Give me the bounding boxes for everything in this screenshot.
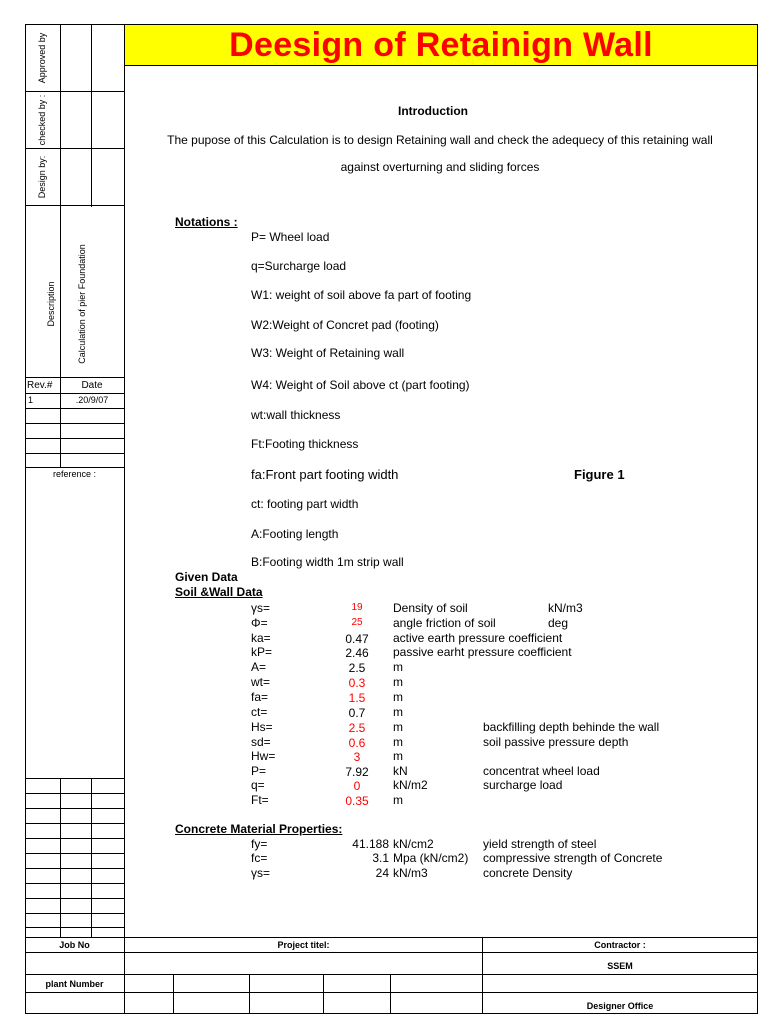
concrete-unit: Mpa (kN/cm2) — [393, 851, 469, 865]
intro-line-2: against overturning and sliding forces — [340, 160, 540, 174]
given-value: 3 — [353, 750, 361, 764]
soil-wall-heading: Soil &Wall Data — [175, 585, 263, 599]
description-label: Description — [46, 281, 56, 327]
given-value: 1.5 — [348, 691, 366, 705]
given-unit: angle friction of soil — [393, 616, 496, 630]
given-symbol: fa= — [251, 690, 269, 704]
notation-item: Ft:Footing thickness — [251, 437, 359, 451]
given-value: 2.5 — [348, 661, 366, 675]
given-unit: Density of soil — [393, 601, 468, 615]
project-title-label: Project titel: — [277, 940, 330, 950]
given-symbol: Φ= — [251, 616, 268, 630]
given-value: 0 — [353, 779, 361, 793]
given-value: 0.6 — [348, 736, 366, 750]
given-symbol: kP= — [251, 645, 273, 659]
given-unit: kN/m2 — [393, 778, 428, 792]
notation-item: B:Footing width 1m strip wall — [251, 555, 404, 569]
checked-by-label: checked by : — [37, 94, 47, 146]
notation-item: ct: footing part width — [251, 497, 359, 511]
concrete-value: 3.1 — [372, 851, 389, 865]
reference-label: reference : — [52, 469, 97, 479]
given-value: 0.3 — [348, 676, 366, 690]
given-symbol: Ft= — [251, 793, 269, 807]
given-unit: passive earht pressure coefficient — [393, 645, 572, 659]
given-symbol: sd= — [251, 735, 271, 749]
given-symbol: Hw= — [251, 749, 276, 763]
concrete-value: 41.188 — [352, 837, 389, 851]
given-desc: deg — [548, 616, 569, 630]
given-desc: backfilling depth behinde the wall — [483, 720, 660, 734]
rev-value: 1 — [28, 395, 34, 405]
given-unit: active earth pressure coefficient — [393, 631, 563, 645]
given-value: 25 — [351, 617, 363, 628]
given-value: 2.5 — [348, 721, 366, 735]
concrete-desc: yield strength of steel — [483, 837, 597, 851]
given-symbol: q= — [251, 778, 265, 792]
notation-item: W1: weight of soil above fa part of footing — [251, 288, 472, 302]
given-unit: m — [393, 690, 403, 704]
given-symbol: ct= — [251, 705, 268, 719]
date-value: .20/9/07 — [75, 395, 109, 405]
given-value: 7.92 — [345, 765, 369, 779]
given-unit: m — [393, 675, 403, 689]
given-symbol: Hs= — [251, 720, 273, 734]
given-symbol: A= — [251, 660, 267, 674]
concrete-unit: kN/m3 — [393, 866, 428, 880]
contractor-value: SSEM — [607, 961, 633, 971]
given-unit: m — [393, 749, 403, 763]
given-value: 0.35 — [345, 794, 369, 808]
given-desc: concentrat wheel load — [483, 764, 600, 778]
concrete-unit: kN/cm2 — [393, 837, 434, 851]
design-by-label: Design by: — [37, 155, 47, 199]
given-value: 0.47 — [345, 632, 369, 646]
given-symbol: wt= — [251, 675, 271, 689]
concrete-desc: compressive strength of Concrete — [483, 851, 663, 865]
concrete-symbol: fc= — [251, 851, 268, 865]
given-symbol: γs= — [251, 601, 271, 615]
given-unit: m — [393, 660, 403, 674]
given-unit: m — [393, 720, 403, 734]
plant-number-label: plant Number — [45, 979, 104, 989]
given-heading: Given Data — [175, 570, 238, 584]
designer-office-label: Designer Office — [586, 1001, 654, 1011]
rev-header: Rev.# — [27, 380, 53, 391]
notation-item: fa:Front part footing width — [251, 467, 399, 482]
notation-item: W3: Weight of Retaining wall — [251, 346, 405, 360]
given-unit: m — [393, 735, 403, 749]
given-value: 19 — [351, 602, 363, 613]
notation-item: W4: Weight of Soil above ct (part footing) — [251, 378, 470, 392]
figure-label: Figure 1 — [574, 467, 625, 482]
description-value: Calculation of pier Foundation — [77, 244, 87, 364]
concrete-heading: Concrete Material Properties: — [175, 822, 343, 836]
intro-heading: Introduction — [398, 104, 468, 118]
given-unit: m — [393, 705, 403, 719]
notation-item: q=Surcharge load — [251, 259, 347, 273]
date-header: Date — [81, 380, 103, 391]
given-unit: kN — [393, 764, 408, 778]
notation-item: P= Wheel load — [251, 230, 330, 244]
given-desc: kN/m3 — [548, 601, 583, 615]
given-desc: soil passive pressure depth — [483, 735, 629, 749]
given-desc: surcharge load — [483, 778, 563, 792]
intro-line-1: The pupose of this Calculation is to design Retaining wall and check the adequecy of this retaining wall — [167, 133, 713, 147]
concrete-symbol: γs= — [251, 866, 271, 880]
given-symbol: ka= — [251, 631, 271, 645]
given-value: 2.46 — [345, 646, 369, 660]
job-no-label: Job No — [59, 940, 90, 950]
given-value: 0.7 — [348, 706, 366, 720]
notation-item: W2:Weight of Concret pad (footing) — [251, 318, 439, 332]
notations-heading: Notations : — [175, 215, 238, 229]
notation-item: A:Footing length — [251, 527, 339, 541]
given-symbol: P= — [251, 764, 267, 778]
approved-by-label: Approved by — [37, 32, 47, 84]
given-unit: m — [393, 793, 403, 807]
page-title: Deesign of Retainign Wall — [229, 26, 653, 64]
notation-item: wt:wall thickness — [251, 408, 341, 422]
contractor-label: Contractor : — [594, 940, 646, 950]
concrete-symbol: fy= — [251, 837, 268, 851]
concrete-value: 24 — [375, 866, 389, 880]
concrete-desc: concrete Density — [483, 866, 573, 880]
